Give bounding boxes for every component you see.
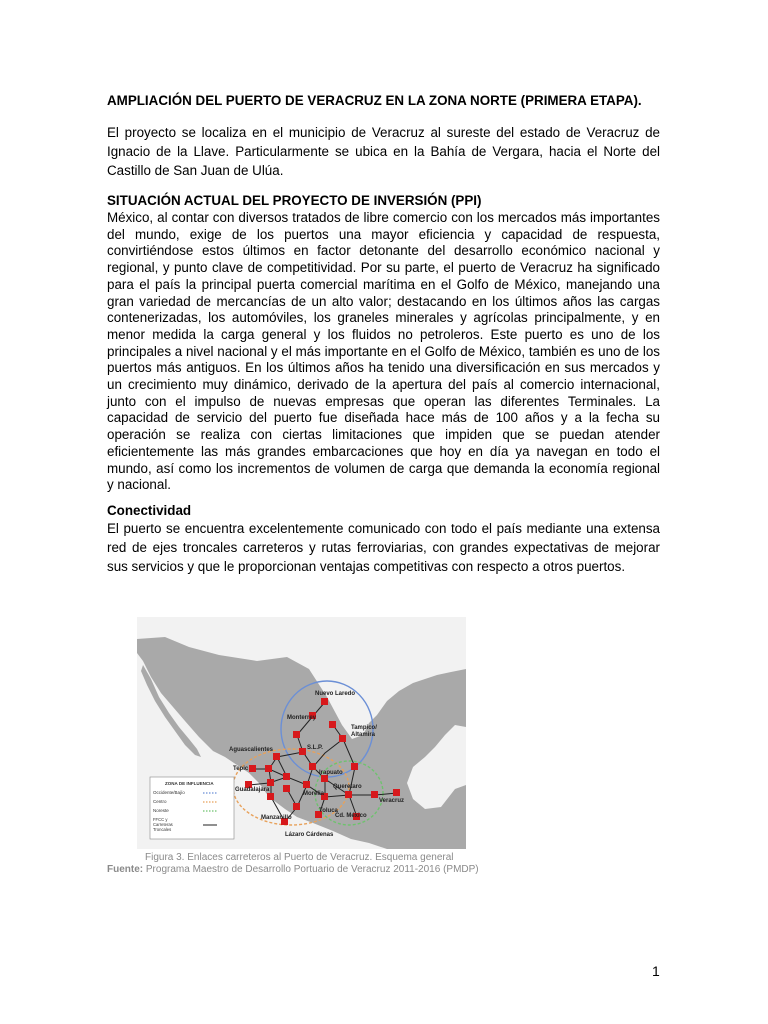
node-zacatecas	[265, 765, 272, 772]
mexico-connectivity-map	[137, 617, 466, 849]
node-aguascalientes	[273, 753, 280, 760]
legend-line-label-1: FFCC y	[153, 817, 168, 822]
node-queretaro	[321, 775, 328, 782]
node-manzanillo	[267, 793, 274, 800]
map-legend	[150, 777, 234, 839]
label-queretaro: Queretaro	[333, 784, 362, 790]
node-puebla	[371, 791, 378, 798]
node-veracruz	[393, 789, 400, 796]
node-tampico	[339, 735, 346, 742]
node-guadalajara	[267, 779, 274, 786]
section-body-conectividad: El puerto se encuentra excelentemente comunicado con todo el país mediante una extensa red de ejes troncales carreteros y rutas ferroviarias, con grandes expectativas de mejorar sus servicios y que le proporcionan ventajas competitivas con respecto a otros puertos.	[107, 521, 660, 574]
figure-source-text: Programa Maestro de Desarrollo Portuario de Veracruz 2011-2016 (PMDP)	[145, 864, 479, 875]
figure-source	[107, 864, 479, 876]
label-nuevo-laredo: Nuevo Laredo	[315, 691, 356, 697]
label-slp: S.L.P.	[307, 745, 323, 751]
figure-source-label: Fuente:	[107, 864, 144, 875]
legend-title: ZONA DE INFLUENCIA	[165, 781, 214, 786]
label-aguascalientes: Aguascalientes	[229, 747, 274, 753]
label-monterrey: Monterrey	[287, 715, 317, 721]
intro-paragraph: El proyecto se localiza en el municipio de Veracruz al sureste del estado de Veracruz de Ignacio de la Llave. Particularmente se ubica en la Bahía de Vergara, hacia el Norte del Castillo de San Juan de Ulúa.	[107, 125, 660, 178]
node-colima-junction	[283, 785, 290, 792]
section-body-ppi: México, al contar con diversos tratados de libre comercio con los mercados más importantes del mundo, exige de los puertos una mayor eficiencia y capacidad de respuesta, convirtiéndose estos últimos en factor detonante del desarrollo económico nacional y regional, y punto clave de competitividad. Por su parte, el puerto de Veracruz ha significado para el país la principal puerta comercial marítima en el Golfo de México, manejando una gran variedad de mercancías de un alto valor; destacando en los últimos años las cargas contenerizadas, los automóviles, los graneles minerales y agrícolas principalmente, y en menor medida la carga general y los fluidos no petroleros. Este puerto es uno de los principales a nivel nacional y el más importante en el Golfo de México, también es uno de los puertos más antiguos. En los últimos años ha tenido una diversificación en sus mercados y un crecimiento muy dinámico, derivado de la apertura del país al comercio internacional, junto con el impulso de nuevas empresas que operan las diferentes Terminales. La capacidad de servicio del puerto fue diseñada hace más de 100 años y a la fecha su operación se realiza con ciertas limitaciones que impiden que se puedan atender eficientemente las más grandes embarcaciones que hoy en día ya navegan en todo el mundo, así como los incrementos de volumen de carga que demanda la economía regional y nacional.	[107, 210, 660, 493]
label-tampico: Tampico/	[351, 725, 377, 731]
label-veracruz: Veracruz	[379, 798, 405, 804]
node-border	[329, 721, 336, 728]
node-irapuato	[309, 763, 316, 770]
label-guadalajara: Guadalajara	[235, 787, 270, 793]
page-title: AMPLIACIÓN DEL PUERTO DE VERACRUZ EN LA ZONA NORTE (PRIMERA ETAPA).	[107, 93, 642, 108]
legend-line-label-2: Carreteras	[153, 822, 173, 827]
page-number: 1	[652, 963, 660, 979]
node-pachuca	[351, 763, 358, 770]
node-cd-mexico	[345, 791, 352, 798]
label-lazaro-cardenas: Lázaro Cárdenas	[285, 832, 334, 838]
node-tepic	[249, 765, 256, 772]
node-morelia	[303, 781, 310, 788]
map-figure	[137, 617, 466, 849]
figure-caption: Figura 3. Enlaces carreteros al Puerto de Veracruz. Esquema general	[145, 852, 454, 863]
node-leon	[283, 773, 290, 780]
legend-item-centro: Centro	[153, 799, 167, 804]
label-cd-mexico: Cd. México	[335, 813, 367, 819]
legend-line-label-3: Troncales	[153, 827, 172, 832]
legend-item-bajio: Occidente/Bajío	[153, 790, 185, 795]
section-heading-conectividad: Conectividad	[107, 503, 192, 518]
legend-item-noreste: Noreste	[153, 808, 169, 813]
node-nuevo-laredo	[321, 698, 328, 705]
label-altamira: Altamira	[351, 732, 376, 738]
label-toluca: Toluca	[319, 808, 338, 814]
label-tepic: Tepic	[233, 766, 249, 772]
node-saltillo	[293, 731, 300, 738]
label-morelia: Morelia	[303, 791, 325, 797]
node-lazaro-cardenas-route	[293, 803, 300, 810]
section-heading-ppi: SITUACIÓN ACTUAL DEL PROYECTO DE INVERSIÓN (PPI)	[107, 193, 482, 208]
node-slp	[299, 748, 306, 755]
label-manzanillo: Manzanillo	[261, 815, 292, 821]
label-irapuato: Irapuato	[319, 770, 343, 776]
